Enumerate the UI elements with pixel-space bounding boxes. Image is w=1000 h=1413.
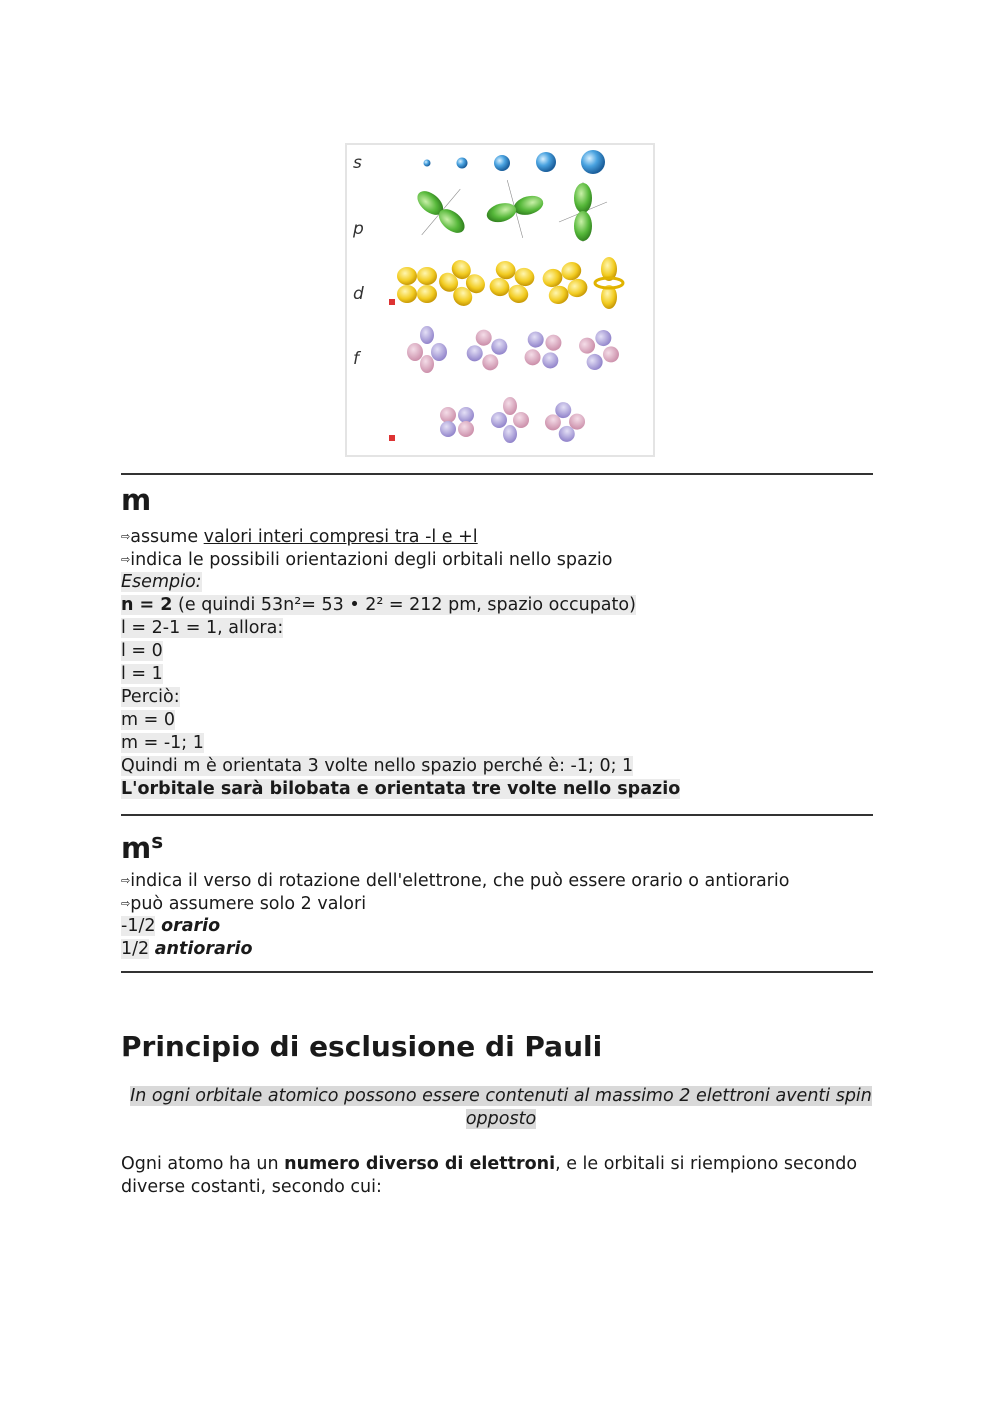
row-label-d: d bbox=[353, 284, 364, 304]
row-label-f: f bbox=[353, 349, 359, 369]
n-line: n = 2 (e quindi 53n²= 53 • 2² = 212 pm, spazio occupato) bbox=[121, 595, 636, 615]
bold-conclusion-line: L'orbitale sarà bilobata e orientata tre volte nello spazio bbox=[121, 779, 681, 799]
p-orbitals bbox=[400, 170, 607, 253]
ms-symbol: $m^s$ bbox=[121, 829, 164, 865]
spin-value-2: 1/2 antiorario bbox=[121, 939, 253, 959]
m-section bbox=[121, 483, 881, 801]
separator bbox=[121, 971, 873, 973]
pauli-heading: Principio di esclusione di Pauli bbox=[121, 1030, 603, 1063]
arrow-icon: ⇨ bbox=[121, 874, 131, 887]
row-label-p: p bbox=[353, 219, 364, 239]
arrow-icon: ⇨ bbox=[121, 530, 131, 543]
l-calc-line: l = 2-1 = 1, allora: bbox=[121, 618, 284, 638]
arrow-icon: ⇨ bbox=[121, 897, 131, 910]
orbital-shapes bbox=[347, 145, 649, 451]
ms-bullet-1: ⇨indica il verso di rotazione dell'elettrone, che può essere orario o antiorario bbox=[121, 871, 790, 891]
separator bbox=[121, 814, 873, 816]
m0-line: m = 0 bbox=[121, 710, 175, 730]
orbitals-figure bbox=[345, 143, 655, 457]
pauli-paragraph: Ogni atomo ha un numero diverso di elettroni, e le orbitali si riempiono secondo diverse costanti, secondo cui: bbox=[121, 1154, 858, 1197]
pauli-quote: In ogni orbitale atomico possono essere contenuti al massimo 2 elettroni aventi spin opposto bbox=[130, 1086, 872, 1129]
m1-line: m = -1; 1 bbox=[121, 733, 204, 753]
arrow-icon: ⇨ bbox=[121, 553, 131, 566]
ms-section bbox=[121, 824, 881, 961]
m-bullet-2: ⇨indica le possibili orientazioni degli orbitali nello spazio bbox=[121, 550, 613, 570]
ms-bullet-2: ⇨può assumere solo 2 valori bbox=[121, 894, 367, 914]
f-orbitals bbox=[389, 326, 622, 445]
separator bbox=[121, 473, 873, 475]
s-orbitals bbox=[424, 150, 606, 174]
l1-line: l = 1 bbox=[121, 664, 163, 684]
therefore-line: Perciò: bbox=[121, 687, 180, 707]
row-label-s: s bbox=[353, 153, 362, 173]
d-orbitals bbox=[389, 256, 623, 310]
spin-value-1: -1/2 orario bbox=[121, 916, 221, 936]
example-label: Esempio: bbox=[121, 572, 202, 592]
l0-line: l = 0 bbox=[121, 641, 163, 661]
m-symbol: m bbox=[121, 483, 152, 517]
m-bullet-1: ⇨assume valori interi compresi tra -l e +l bbox=[121, 527, 478, 547]
conclusion-line: Quindi m è orientata 3 volte nello spazio perché è: -1; 0; 1 bbox=[121, 756, 634, 776]
